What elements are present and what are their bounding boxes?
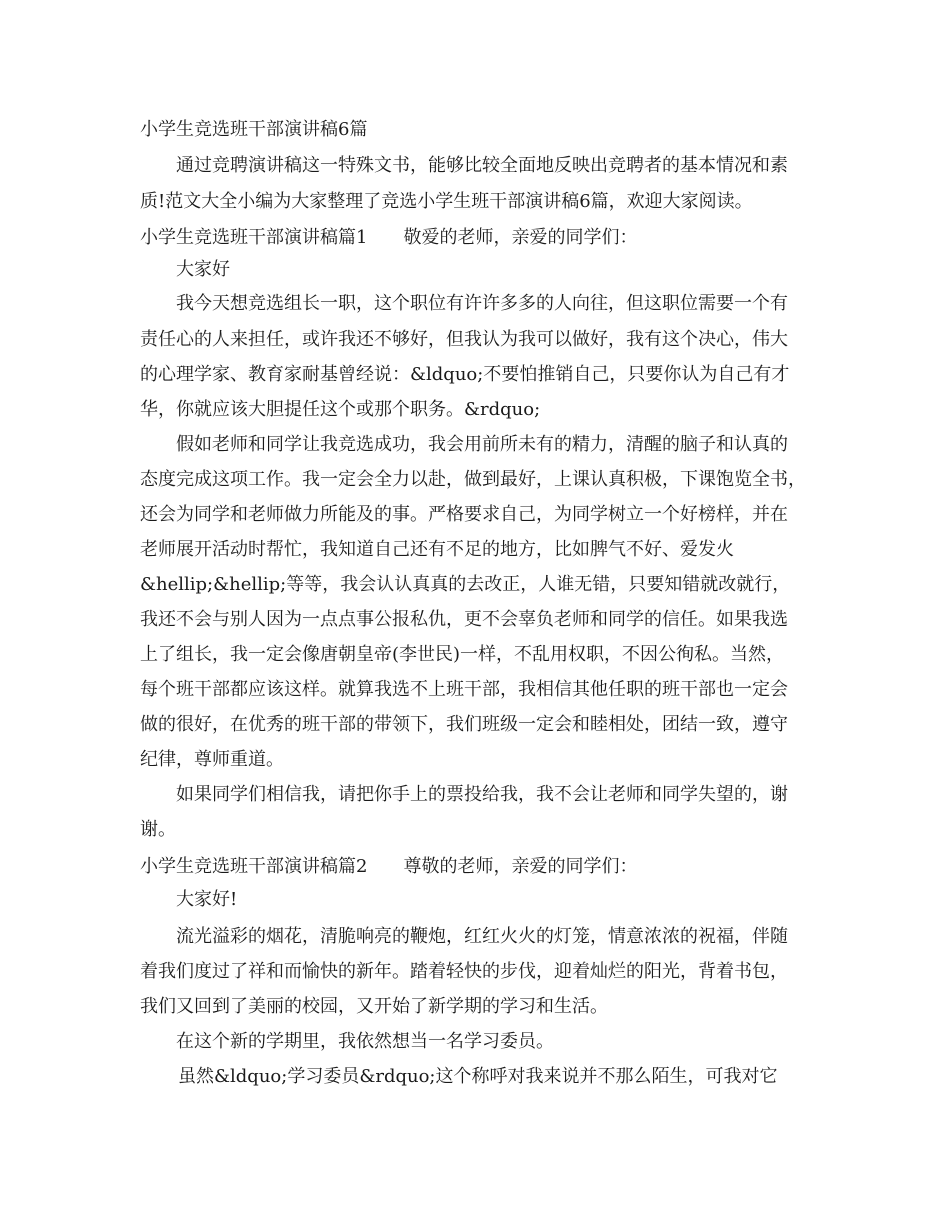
s1-p3-line-2: 谢。 xyxy=(140,819,176,840)
section-1-greeting: 敬爱的老师，亲爱的同学们： xyxy=(403,227,638,248)
s2-p1-line-2: 着我们度过了祥和而愉快的新年。踏着轻快的步伐，迎着灿烂的阳光，背着书包， xyxy=(140,961,788,982)
s2-p2-line-1: 在这个新的学期里，我依然想当一名学习委员。 xyxy=(176,1031,554,1052)
intro-line-2: 质!范文大全小编为大家整理了竞选小学生班干部演讲稿6篇，欢迎大家阅读。 xyxy=(140,191,753,212)
s1-p2-line-8: 每个班干部都应该这样。就算我选不上班干部，我相信其他任职的班干部也一定会 xyxy=(140,679,788,700)
section-2-salutation: 大家好! xyxy=(176,889,238,910)
s1-p2-line-2: 态度完成这项工作。我一定会全力以赴，做到最好，上课认真积极，下课饱览全书， xyxy=(140,469,806,490)
s1-p1-line-2: 责任心的人来担任，或许我还不够好，但我认为我可以做好，我有这个决心，伟大 xyxy=(140,329,788,350)
s1-p1-line-3: 的心理学家、教育家耐基曾经说：&ldquo;不要怕推销自己，只要你认为自己有才 xyxy=(140,364,790,385)
section-2-heading-row xyxy=(140,855,637,879)
s2-p3-line-1: 虽然&ldquo;学习委员&rdquo;这个称呼对我来说并不那么陌生，可我对它 xyxy=(178,1066,778,1087)
s1-p3-line-1: 如果同学们相信我，请把你手上的票投给我，我不会让老师和同学失望的，谢 xyxy=(176,784,788,805)
s1-p2-line-7: 上了组长，我一定会像唐朝皇帝(李世民)一样，不乱用权职，不因公徇私。当然， xyxy=(140,644,785,665)
section-2-greeting: 尊敬的老师，亲爱的同学们： xyxy=(403,856,638,877)
s1-p2-line-1: 假如老师和同学让我竞选成功，我会用前所未有的精力，清醒的脑子和认真的 xyxy=(176,434,788,455)
s1-p2-line-6: 我还不会与别人因为一点点事公报私仇，更不会辜负老师和同学的信任。如果我选 xyxy=(140,609,788,630)
section-2-heading: 小学生竞选班干部演讲稿篇2 xyxy=(140,856,368,877)
s1-p2-line-4: 老师展开活动时帮忙，我知道自己还有不足的地方，比如脾气不好、爱发火 xyxy=(140,539,734,560)
s1-p2-line-5: &hellip;&hellip;等等，我会认认真真的去改正，人谁无错，只要知错就改就行， xyxy=(140,574,791,595)
s2-p1-line-3: 我们又回到了美丽的校园，又开始了新学期的学习和生活。 xyxy=(140,996,608,1017)
section-1-salutation: 大家好 xyxy=(176,259,230,280)
s1-p1-line-4: 华，你就应该大胆提任这个或那个职务。&rdquo; xyxy=(140,399,541,420)
s1-p2-line-9: 做的很好，在优秀的班干部的带领下，我们班级一定会和睦相处，团结一致，遵守 xyxy=(140,714,788,735)
section-1-heading-row xyxy=(140,226,637,250)
document-title: 小学生竞选班干部演讲稿6篇 xyxy=(140,119,368,140)
intro-line-1: 通过竞聘演讲稿这一特殊文书，能够比较全面地反映出竞聘者的基本情况和素 xyxy=(176,155,788,176)
s1-p1-line-1: 我今天想竞选组长一职，这个职位有许许多多的人向往，但这职位需要一个有 xyxy=(176,293,788,314)
s1-p2-line-10: 纪律，尊师重道。 xyxy=(140,749,284,770)
section-1-heading: 小学生竞选班干部演讲稿篇1 xyxy=(140,227,368,248)
s1-p2-line-3: 还会为同学和老师做力所能及的事。严格要求自己，为同学树立一个好榜样，并在 xyxy=(140,504,788,525)
s2-p1-line-1: 流光溢彩的烟花，清脆响亮的鞭炮，红红火火的灯笼，情意浓浓的祝福，伴随 xyxy=(176,926,788,947)
